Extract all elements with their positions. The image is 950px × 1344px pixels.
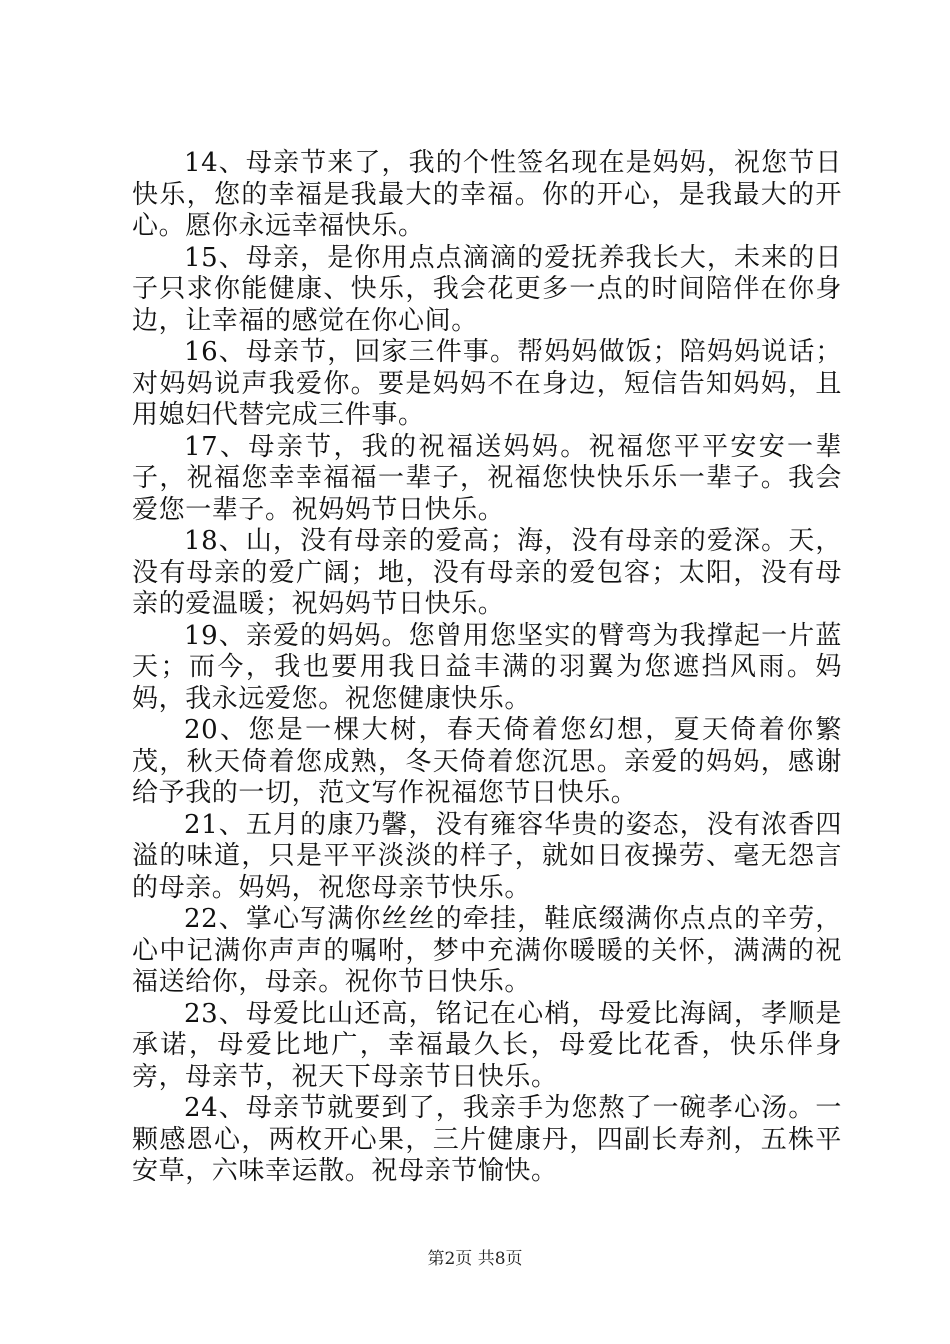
paragraph-18: 18、山，没有母亲的爱高；海，没有母亲的爱深。天，没有母亲的爱广阔；地，没有母亲的爱包容；太阳，没有母亲的爱温暖；祝妈妈节日快乐。 [132, 526, 842, 619]
paragraph-22: 22、掌心写满你丝丝的牵挂，鞋底缀满你点点的辛劳，心中记满你声声的嘱咐，梦中充满你暖暖的关怀，满满的祝福送给你，母亲。祝你节日快乐。 [132, 904, 842, 997]
page-number-footer: 第2页 共8页 [427, 1249, 523, 1269]
paragraph-14: 14、母亲节来了，我的个性签名现在是妈妈，祝您节日快乐，您的幸福是我最大的幸福。你的开心，是我最大的开心。愿你永远幸福快乐。 [132, 148, 842, 241]
paragraph-15: 15、母亲，是你用点点滴滴的爱抚养我长大，未来的日子只求你能健康、快乐，我会花更多一点的时间陪伴在你身边，让幸福的感觉在你心间。 [132, 242, 842, 336]
paragraph-24: 24、母亲节就要到了，我亲手为您熬了一碗孝心汤。一颗感恩心，两枚开心果，三片健康丹，四副长寿剂，五株平安草，六味幸运散。祝母亲节愉快。 [132, 1093, 842, 1186]
paragraph-21: 21、五月的康乃馨，没有雍容华贵的姿态，没有浓香四溢的味道，只是平平淡淡的样子，就如日夜操劳、毫无怨言的母亲。妈妈，祝您母亲节快乐。 [132, 809, 842, 903]
paragraph-20: 20、您是一棵大树，春天倚着您幻想，夏天倚着你繁茂，秋天倚着您成熟，冬天倚着您沉思。亲爱的妈妈，感谢给予我的一切，范文写作祝福您节日快乐。 [132, 715, 842, 808]
paragraph-16: 16、母亲节，回家三件事。帮妈妈做饭；陪妈妈说话；对妈妈说声我爱你。要是妈妈不在身边，短信告知妈妈，且用媳妇代替完成三件事。 [132, 337, 842, 430]
paragraph-23: 23、母爱比山还高，铭记在心梢，母爱比海阔，孝顺是承诺，母爱比地广，幸福最久长，母爱比花香，快乐伴身旁，母亲节，祝天下母亲节日快乐。 [132, 998, 842, 1092]
document-body [132, 148, 842, 1188]
paragraph-17: 17、母亲节，我的祝福送妈妈。祝福您平平安安一辈子，祝福您幸幸福福一辈子，祝福您快快乐乐一辈子。我会爱您一辈子。祝妈妈节日快乐。 [132, 431, 842, 525]
paragraph-19: 19、亲爱的妈妈。您曾用您坚实的臂弯为我撑起一片蓝天；而今，我也要用我日益丰满的羽翼为您遮挡风雨。妈妈，我永远爱您。祝您健康快乐。 [132, 620, 842, 714]
